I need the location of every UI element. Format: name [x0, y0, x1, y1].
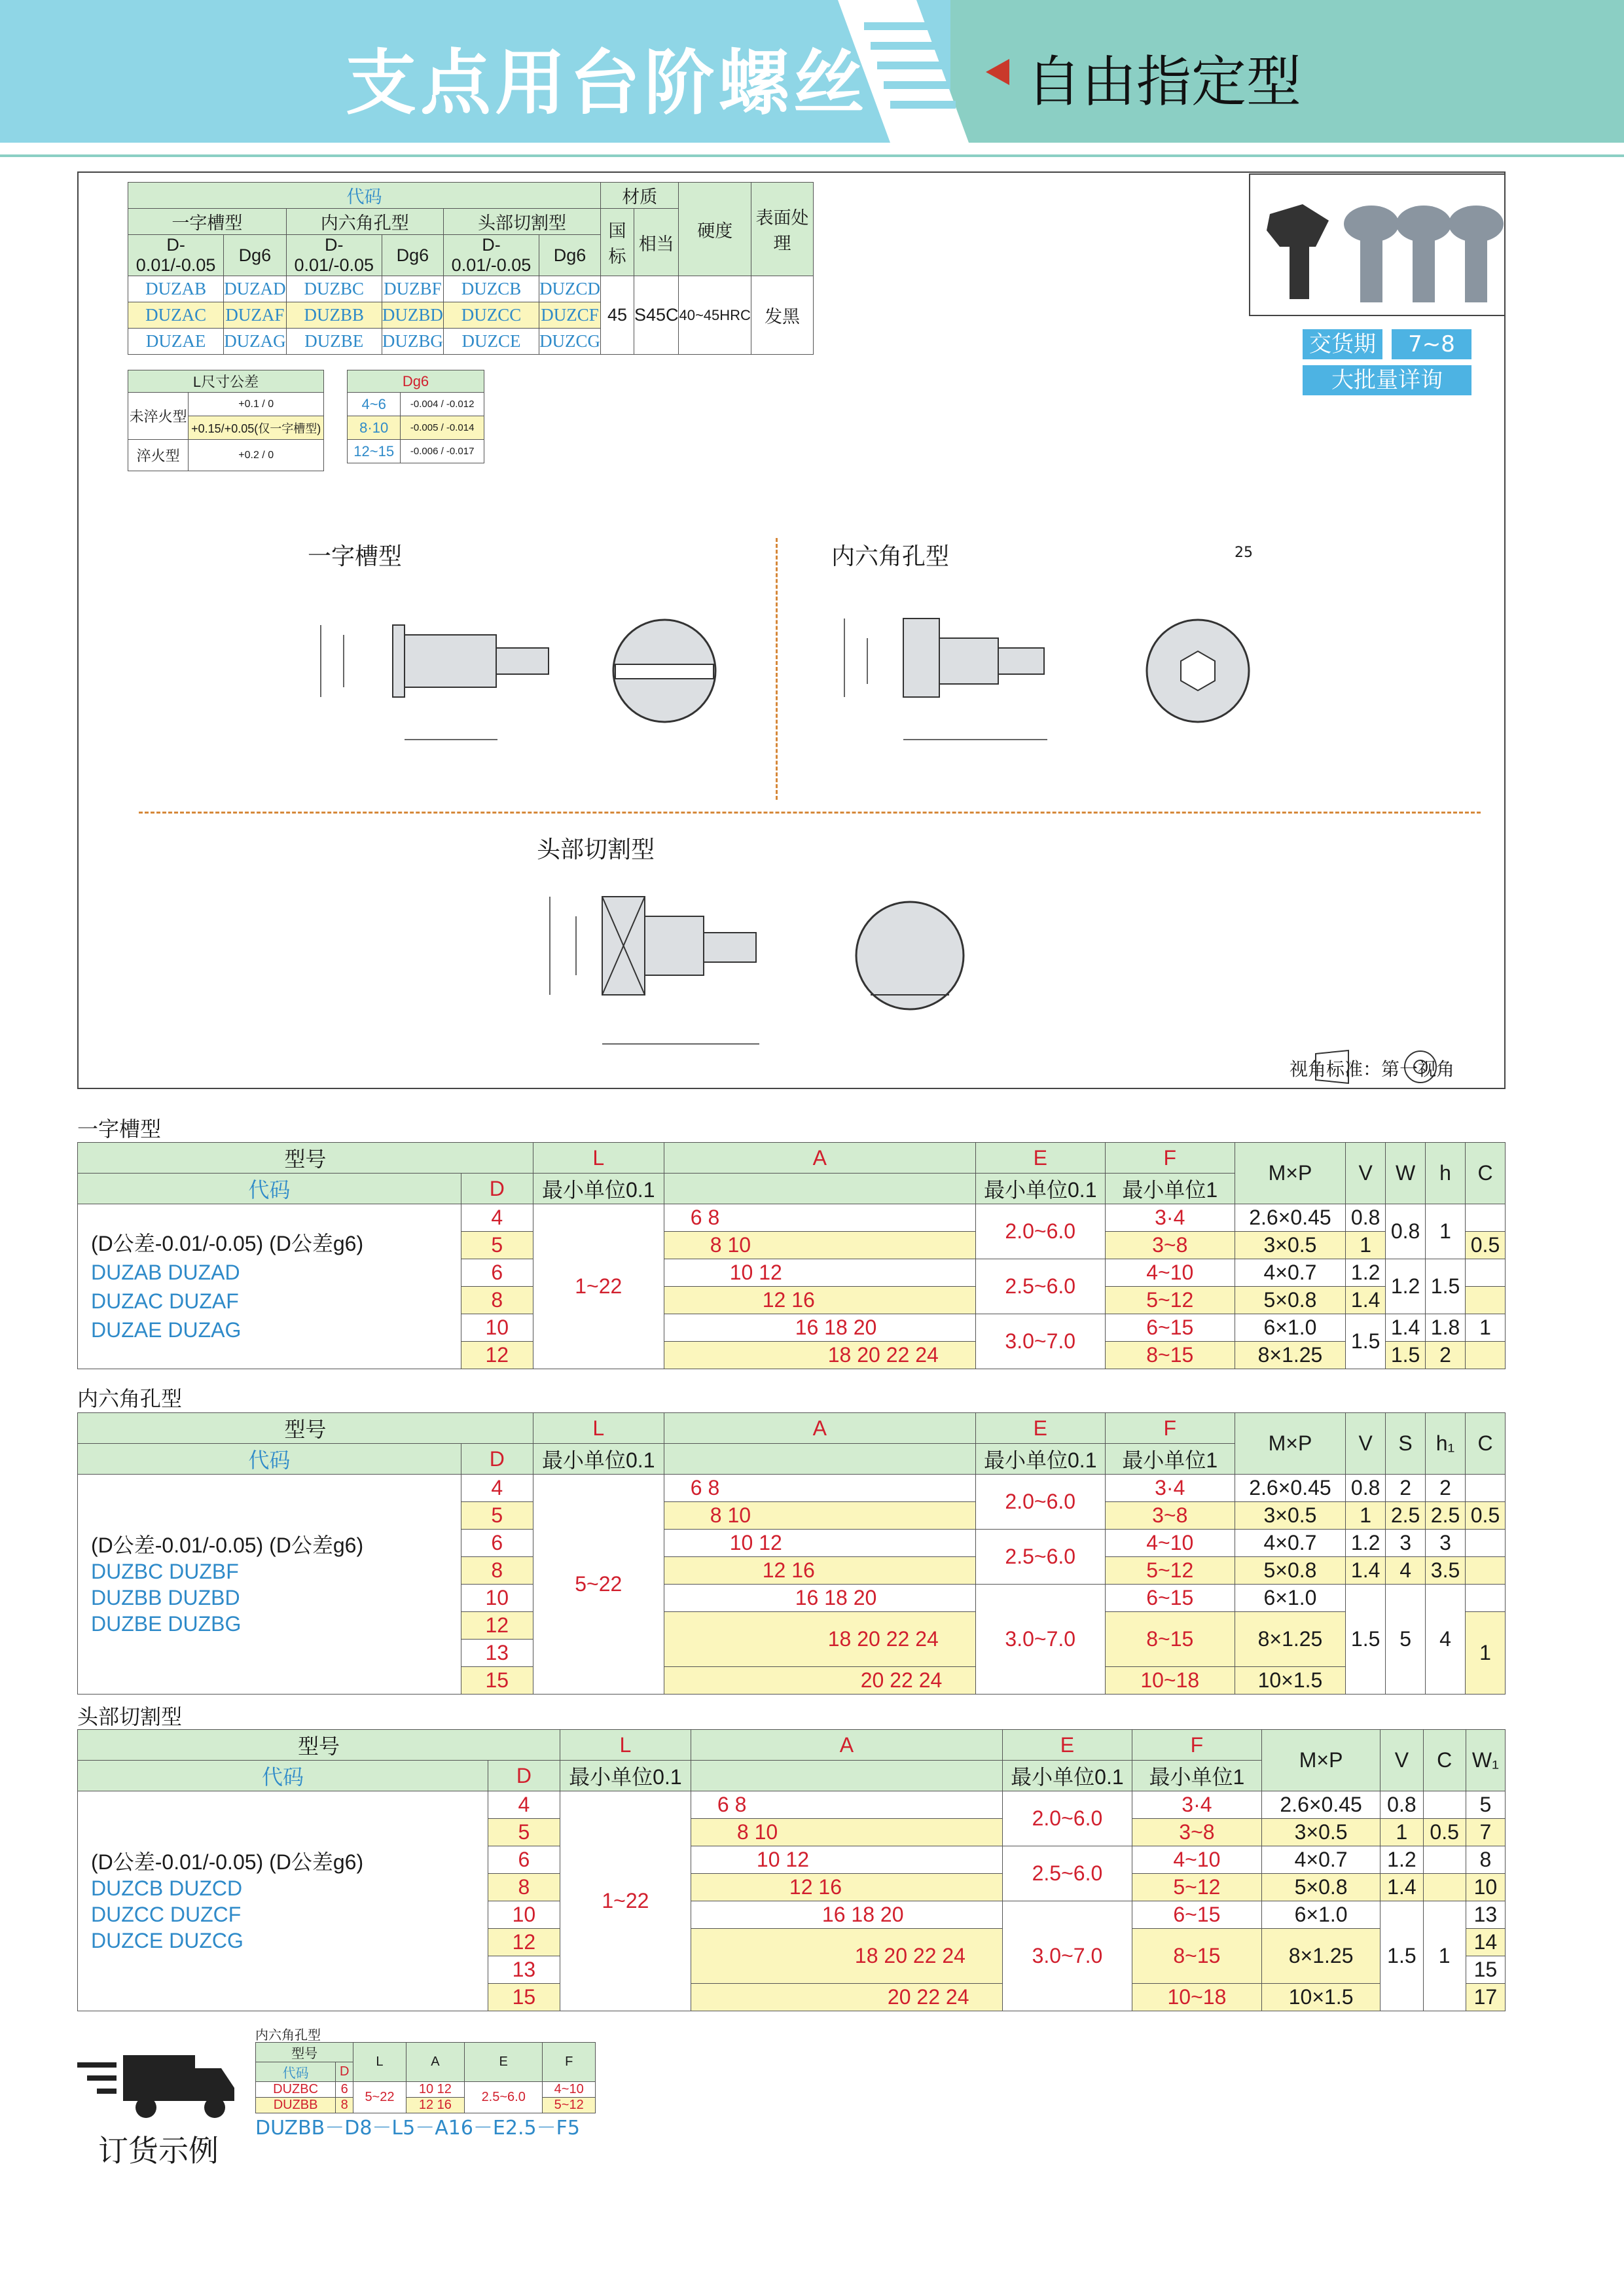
spec-table: 代码 材质 硬度 表面处理 一字槽型 内六角孔型 头部切割型 国标 相当 D-0.01/-0.05 Dg6 D-0.01/-0.05 Dg6 D-0.01/-0.05 Dg6 DUZAB DUZAD DUZBC DUZBF DUZCB DUZCD 45 S45C 40~45HRC 发黑 DUZAC DUZAF DUZBB DUZBD DUZCC DUZCF DUZAE DUZAG DUZBE DUZBG DUZCE DUZCG [128, 182, 814, 355]
page-subtitle: 自由指定型 [1026, 50, 1302, 114]
drawing-divider-v [776, 538, 778, 800]
slot-drawing [308, 583, 622, 772]
hex-drawing [831, 583, 1106, 772]
type-cut: 头部切割型 [443, 209, 600, 235]
delivery-value: 7~8 [1392, 329, 1471, 359]
drawing-slot-label: 一字槽型 [308, 543, 403, 570]
drawing-divider-h [139, 812, 1481, 814]
type-hex: 内六角孔型 [286, 209, 443, 235]
cut-spec-table: 型号 L A E F M×P V C W₁ 代码 D 最小单位0.1 最小单位0.1 最小单位1 (D公差-0.01/-0.05) (D公差g6) DUZCB DUZCD DUZCC DUZCF DUZCE DUZCG 4 1~22 6 8 2.0~6.0 3·4 2.6×0.45 0.8 5 5 8 10 3~8 3×0.5 1 0.5 7 6 10 12 2.5~6.0 4~10 4×0.7 1.2 8 8 12 16 5~12 5×0.8 1.4 10 10 16 18 20 3.0~7.0 6~15 6×1.0 1.5 1 13 12 18 20 22 24 8~15 8×1.25 14 13 15 15 20 22 24 10~18 10×1.5 17 [77, 1729, 1506, 2011]
roughness-mark: 25 [1235, 545, 1253, 561]
l-tolerance-table: L尺寸公差 未淬火型 +0.1 / 0 +0.15/+0.05(仅一字槽型) 淬火型 +0.2 / 0 [128, 370, 324, 471]
bulk-inquiry-button[interactable]: 大批量详询 [1303, 365, 1471, 395]
surface-header: 表面处理 [751, 183, 813, 276]
table3-label: 头部切割型 [77, 1704, 183, 1729]
table1-label: 一字槽型 [77, 1117, 162, 1141]
cut-drawing [537, 870, 825, 1067]
drawing-hex-label: 内六角孔型 [831, 543, 950, 570]
std-header: 国标 [601, 209, 634, 276]
view-standard-text: 视角标准：第一视角 [1290, 1058, 1455, 1080]
product-photo [1249, 173, 1506, 316]
order-example-label: 订货示例 [98, 2133, 219, 2168]
header-divider [0, 154, 1624, 157]
delivery-label: 交货期 [1303, 329, 1382, 359]
slot-spec-table: 型号 L A E F M×P V W h C 代码 D 最小单位0.1 最小单位0.1 最小单位1 (D公差-0.01/-0.05) (D公差g6) DUZAB DUZAD DUZAC DUZAF DUZAE DUZAG 4 1~22 6 8 2.0~6.0 3·4 2.6×0.45 0.8 0.8 1 5 8 10 3~8 3×0.5 1 0.5 6 10 12 2.5~6.0 4~10 4×0.7 1.2 1.2 1.5 8 12 16 5~12 5×0.8 1.4 10 16 18 20 3.0~7.0 6~15 6×1.0 1.5 1.4 1.8 1 12 18 20 22 24 8~15 8×1.25 1.5 2 [77, 1142, 1506, 1369]
table2-label: 内六角孔型 [77, 1386, 183, 1411]
equiv-header: 相当 [634, 209, 679, 276]
code-header: 代码 [128, 183, 601, 209]
slot-end-view [609, 615, 720, 726]
dg6-tolerance-table: Dg6 4~6 -0.004 / -0.012 8·10 -0.005 / -0.014 12~15 -0.006 / -0.017 [347, 370, 484, 463]
delivery-truck-icon [77, 2042, 241, 2121]
page-title: 支点用台阶螺丝 [346, 43, 869, 124]
material-header: 材质 [601, 183, 679, 209]
hex-end-view [1142, 615, 1254, 726]
subtitle-arrow-icon [986, 59, 1009, 85]
order-type-label: 内六角孔型 [255, 2027, 321, 2043]
type-slot: 一字槽型 [128, 209, 287, 235]
cut-end-view [851, 890, 969, 1047]
hardness-header: 硬度 [679, 183, 751, 276]
order-example-code: DUZBB－D8－L5－A16－E2.5－F5 [255, 2117, 580, 2140]
order-mini-table: 型号 L A E F 代码 D DUZBC 6 5~22 10 12 2.5~6.0 4~10 DUZBB 8 12 16 5~12 [255, 2042, 596, 2113]
hex-spec-table: 型号 L A E F M×P V S h₁ C 代码 D 最小单位0.1 最小单位0.1 最小单位1 (D公差-0.01/-0.05) (D公差g6) DUZBC DUZBF DUZBB DUZBD DUZBE DUZBG 4 5~22 6 8 2.0~6.0 3·4 2.6×0.45 0.8 2 2 5 8 10 3~8 3×0.5 1 2.5 2.5 0.5 6 10 12 2.5~6.0 4~10 4×0.7 1.2 3 3 8 12 16 5~12 5×0.8 1.4 4 3.5 10 16 18 20 3.0~7.0 6~15 6×1.0 1.5 5 4 12 18 20 22 24 8~15 8×1.25 1 13 15 20 22 24 10~18 10×1.5 [77, 1412, 1506, 1695]
drawing-cut-label: 头部切割型 [537, 836, 655, 863]
